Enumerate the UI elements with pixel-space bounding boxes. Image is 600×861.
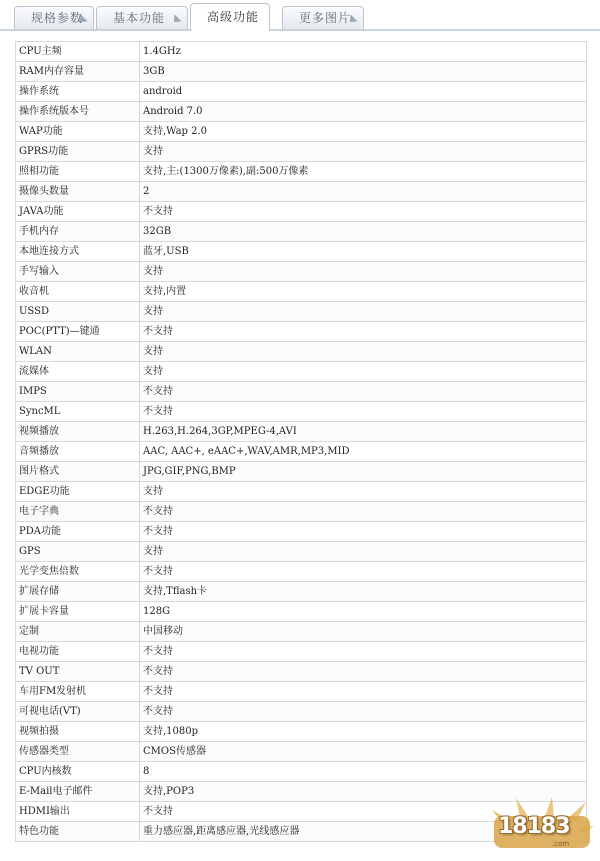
table-row	[16, 162, 587, 182]
spec-value: 支持	[140, 342, 587, 362]
spec-key: 扩展卡容量	[16, 602, 140, 622]
table-row	[16, 302, 587, 322]
spec-key: POC(PTT)—键通	[16, 322, 140, 342]
tab-specs-label: 规格参数	[31, 11, 84, 25]
spec-value: 支持,主:(1300万像素),副:500万像素	[140, 162, 587, 182]
spec-value: android	[140, 82, 587, 102]
spec-value: 128G	[140, 602, 587, 622]
spec-key: PDA功能	[16, 522, 140, 542]
spec-value: 不支持	[140, 202, 587, 222]
spec-key: GPS	[16, 542, 140, 562]
spec-value: 支持,POP3	[140, 782, 587, 802]
table-row	[16, 262, 587, 282]
spec-value: 支持,Tflash卡	[140, 582, 587, 602]
spec-key: IMPS	[16, 382, 140, 402]
table-row	[16, 142, 587, 162]
spec-key: CPU主频	[16, 42, 140, 62]
table-row	[16, 682, 587, 702]
table-row	[16, 242, 587, 262]
table-row	[16, 182, 587, 202]
spec-key: 图片格式	[16, 462, 140, 482]
spec-key: 操作系统	[16, 82, 140, 102]
spec-value: 不支持	[140, 382, 587, 402]
spec-key: 光学变焦倍数	[16, 562, 140, 582]
spec-value: 支持,1080p	[140, 722, 587, 742]
spec-value: AAC, AAC+, eAAC+,WAV,AMR,MP3,MID	[140, 442, 587, 462]
spec-key: CPU内核数	[16, 762, 140, 782]
spec-key: 车用FM发射机	[16, 682, 140, 702]
table-row	[16, 662, 587, 682]
spec-key: 扩展存储	[16, 582, 140, 602]
table-row	[16, 502, 587, 522]
spec-value: JPG,GIF,PNG,BMP	[140, 462, 587, 482]
spec-value: 支持,Wap 2.0	[140, 122, 587, 142]
table-row	[16, 422, 587, 442]
spec-value: 不支持	[140, 682, 587, 702]
spec-key: 传感器类型	[16, 742, 140, 762]
spec-value: 8	[140, 762, 587, 782]
tab-bar-divider	[0, 29, 600, 31]
table-row	[16, 482, 587, 502]
spec-key: JAVA功能	[16, 202, 140, 222]
table-row	[16, 322, 587, 342]
spec-key: GPRS功能	[16, 142, 140, 162]
tab-basic-label: 基本功能	[113, 11, 166, 25]
spec-key: 摄像头数量	[16, 182, 140, 202]
spec-key: 照相功能	[16, 162, 140, 182]
tab-more-images[interactable]	[282, 6, 364, 29]
spec-value: 不支持	[140, 642, 587, 662]
table-row	[16, 702, 587, 722]
table-row	[16, 542, 587, 562]
spec-value: 支持	[140, 362, 587, 382]
spec-key: 手写输入	[16, 262, 140, 282]
logo-subtext: .com	[552, 840, 570, 848]
spec-key: 流媒体	[16, 362, 140, 382]
spec-key: 视频播放	[16, 422, 140, 442]
table-row	[16, 742, 587, 762]
spec-table-body	[16, 42, 587, 842]
spec-value: CMOS传感器	[140, 742, 587, 762]
table-row	[16, 362, 587, 382]
spec-key: 操作系统版本号	[16, 102, 140, 122]
spec-value: 支持	[140, 482, 587, 502]
spec-value: 3GB	[140, 62, 587, 82]
table-row	[16, 282, 587, 302]
spec-value: 支持	[140, 302, 587, 322]
tab-advanced[interactable]	[190, 3, 270, 31]
table-row	[16, 342, 587, 362]
spec-key: EDGE功能	[16, 482, 140, 502]
spec-value: 蓝牙,USB	[140, 242, 587, 262]
spec-value: 不支持	[140, 322, 587, 342]
spec-key: 手机内存	[16, 222, 140, 242]
tab-advanced-label: 高级功能	[207, 10, 260, 24]
table-row	[16, 402, 587, 422]
table-row	[16, 722, 587, 742]
spec-value: 支持,内置	[140, 282, 587, 302]
table-row	[16, 562, 587, 582]
spec-value: 不支持	[140, 562, 587, 582]
table-row	[16, 462, 587, 482]
tab-basic[interactable]	[96, 6, 188, 29]
table-row	[16, 382, 587, 402]
spec-value: 中国移动	[140, 622, 587, 642]
table-row	[16, 602, 587, 622]
table-row	[16, 622, 587, 642]
table-row	[16, 62, 587, 82]
spec-key: 电子字典	[16, 502, 140, 522]
spec-key: RAM内存容量	[16, 62, 140, 82]
logo-text: 18183	[498, 814, 570, 839]
table-row	[16, 522, 587, 542]
table-row	[16, 42, 587, 62]
spec-value: 不支持	[140, 502, 587, 522]
spec-table-container	[15, 41, 587, 842]
table-row	[16, 762, 587, 782]
spec-value: 2	[140, 182, 587, 202]
tab-bar	[0, 0, 600, 32]
spec-key: 定制	[16, 622, 140, 642]
spec-key: 视频拍摄	[16, 722, 140, 742]
spec-key: HDMI输出	[16, 802, 140, 822]
spec-key: 可视电话(VT)	[16, 702, 140, 722]
spec-key: SyncML	[16, 402, 140, 422]
site-logo	[490, 796, 595, 856]
spec-value: Android 7.0	[140, 102, 587, 122]
spec-key: TV OUT	[16, 662, 140, 682]
spec-key: USSD	[16, 302, 140, 322]
spec-key: WAP功能	[16, 122, 140, 142]
table-row	[16, 102, 587, 122]
table-row	[16, 582, 587, 602]
spec-key: 本地连接方式	[16, 242, 140, 262]
spec-value: 不支持	[140, 522, 587, 542]
spec-key: E-Mail电子邮件	[16, 782, 140, 802]
spec-key: 特色功能	[16, 822, 140, 842]
spec-value: 32GB	[140, 222, 587, 242]
spec-key: 电视功能	[16, 642, 140, 662]
table-row	[16, 202, 587, 222]
spec-key: 收音机	[16, 282, 140, 302]
spec-value: 1.4GHz	[140, 42, 587, 62]
table-row	[16, 222, 587, 242]
table-row	[16, 82, 587, 102]
table-row	[16, 642, 587, 662]
spec-value: 支持	[140, 542, 587, 562]
table-row	[16, 122, 587, 142]
spec-value: 不支持	[140, 402, 587, 422]
spec-table	[15, 41, 587, 842]
spec-value: 重力感应器,距离感应器,光线感应器	[140, 822, 587, 842]
tab-corner-icon	[170, 14, 181, 25]
spec-value: 不支持	[140, 702, 587, 722]
tab-more-images-label: 更多图片	[299, 11, 352, 25]
spec-value: H.263,H.264,3GP,MPEG-4,AVI	[140, 422, 587, 442]
tab-specs[interactable]	[14, 6, 94, 29]
spec-value: 支持	[140, 262, 587, 282]
spec-value: 不支持	[140, 662, 587, 682]
table-row	[16, 442, 587, 462]
spec-value: 支持	[140, 142, 587, 162]
spec-key: WLAN	[16, 342, 140, 362]
spec-value: 不支持	[140, 802, 587, 822]
spec-key: 音频播放	[16, 442, 140, 462]
